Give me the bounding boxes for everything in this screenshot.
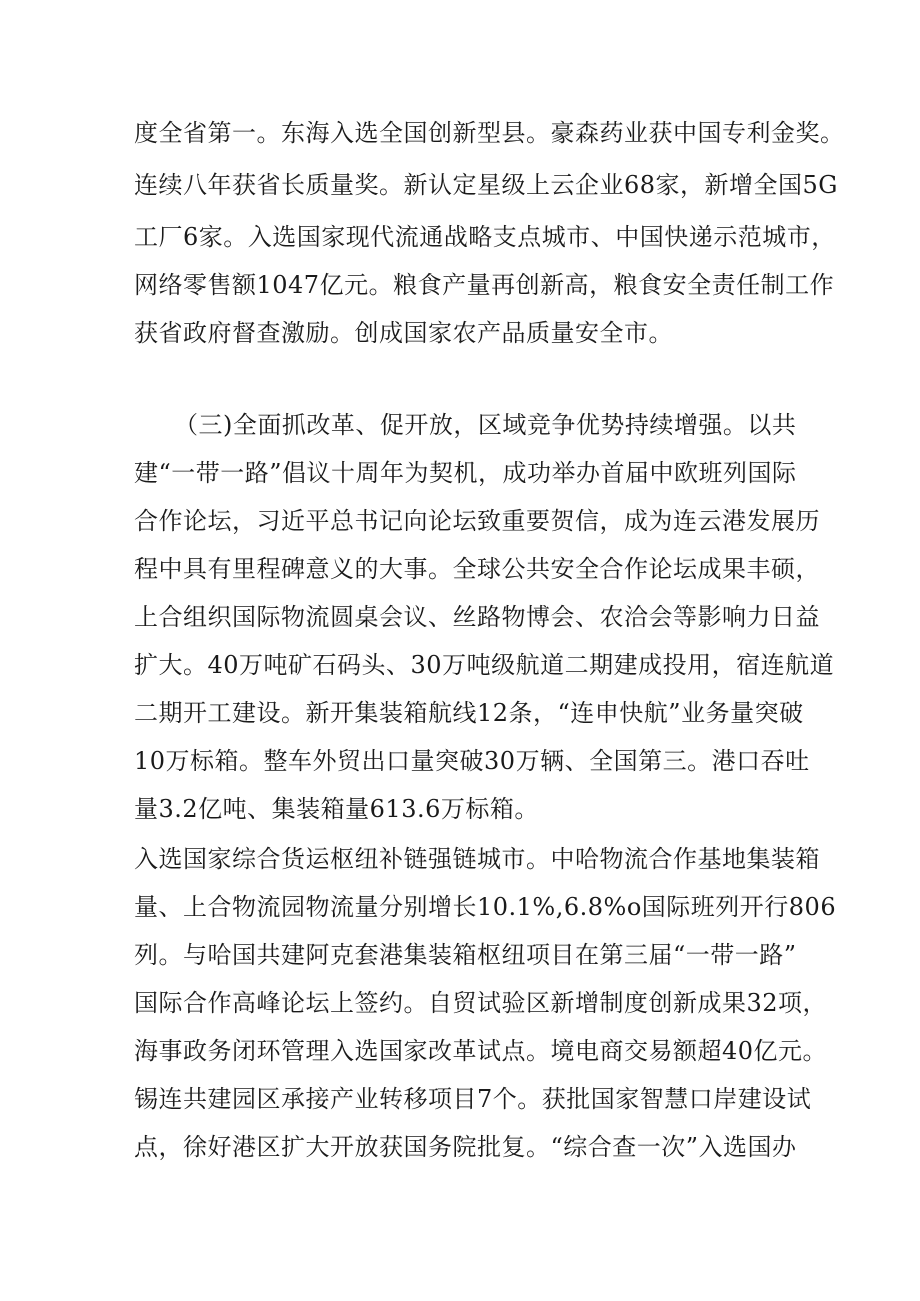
text-line: 建“一带一路”倡议十周年为契机，成功举办首届中欧班列国际 <box>134 459 797 487</box>
text-line: 量、上合物流园物流量分别增长10.1%,6.8%o国际班列开行806 <box>134 893 837 921</box>
text-line: 列。与哈国共建阿克套港集装箱枢纽项目在第三届“一带一路” <box>134 941 797 969</box>
text-line: 扩大。40万吨矿石码头、30万吨级航道二期建成投用，宿连航道 <box>134 651 835 679</box>
text-line: 入选国家综合货运枢纽补链强链城市。中哈物流合作基地集装箱 <box>134 845 820 873</box>
text-line: 海事政务闭环管理入选国家改革试点。境电商交易额超40亿元。 <box>134 1037 828 1065</box>
text-line: 点，徐好港区扩大开放获国务院批复。“综合查一次”入选国办 <box>134 1133 797 1161</box>
text-line: 国际合作高峰论坛上签约。自贸试验区新增制度创新成果32项， <box>134 989 828 1017</box>
text-line: 上合组织国际物流圆桌会议、丝路物博会、农洽会等影响力日益 <box>134 603 820 631</box>
text-line: 10万标箱。整车外贸出口量突破30万辆、全国第三。港口吞吐 <box>134 747 810 775</box>
text-line: 工厂6家。入选国家现代流通战略支点城市、中国快递示范城市， <box>134 223 836 251</box>
text-line: 合作论坛，习近平总书记向论坛致重要贺信，成为连云港发展历 <box>134 507 820 535</box>
text-line: 量3.2亿吨、集装箱量613.6万标箱。 <box>134 795 539 823</box>
text-line: 获省政府督查激励。创成国家农产品质量安全市。 <box>134 319 673 347</box>
text-line: 度全省第一。东海入选全国创新型县。豪森药业获中国专利金奖。 <box>134 119 845 147</box>
section-heading-line: （三)全面抓改革、促开放，区域竞争优势持续增强。以共 <box>174 411 797 439</box>
text-line: 连续八年获省长质量奖。新认定星级上云企业68家，新增全国5G <box>134 171 838 199</box>
text-line: 二期开工建设。新开集装箱航线12条，“连申快航”业务量突破 <box>134 699 804 727</box>
text-line: 锡连共建园区承接产业转移项目7个。获批国家智慧口岸建设试 <box>134 1085 812 1113</box>
text-line: 网络零售额1047亿元。粮食产量再创新高，粮食安全责任制工作 <box>134 271 835 299</box>
text-line: 程中具有里程碑意义的大事。全球公共安全合作论坛成果丰硕， <box>134 555 820 583</box>
